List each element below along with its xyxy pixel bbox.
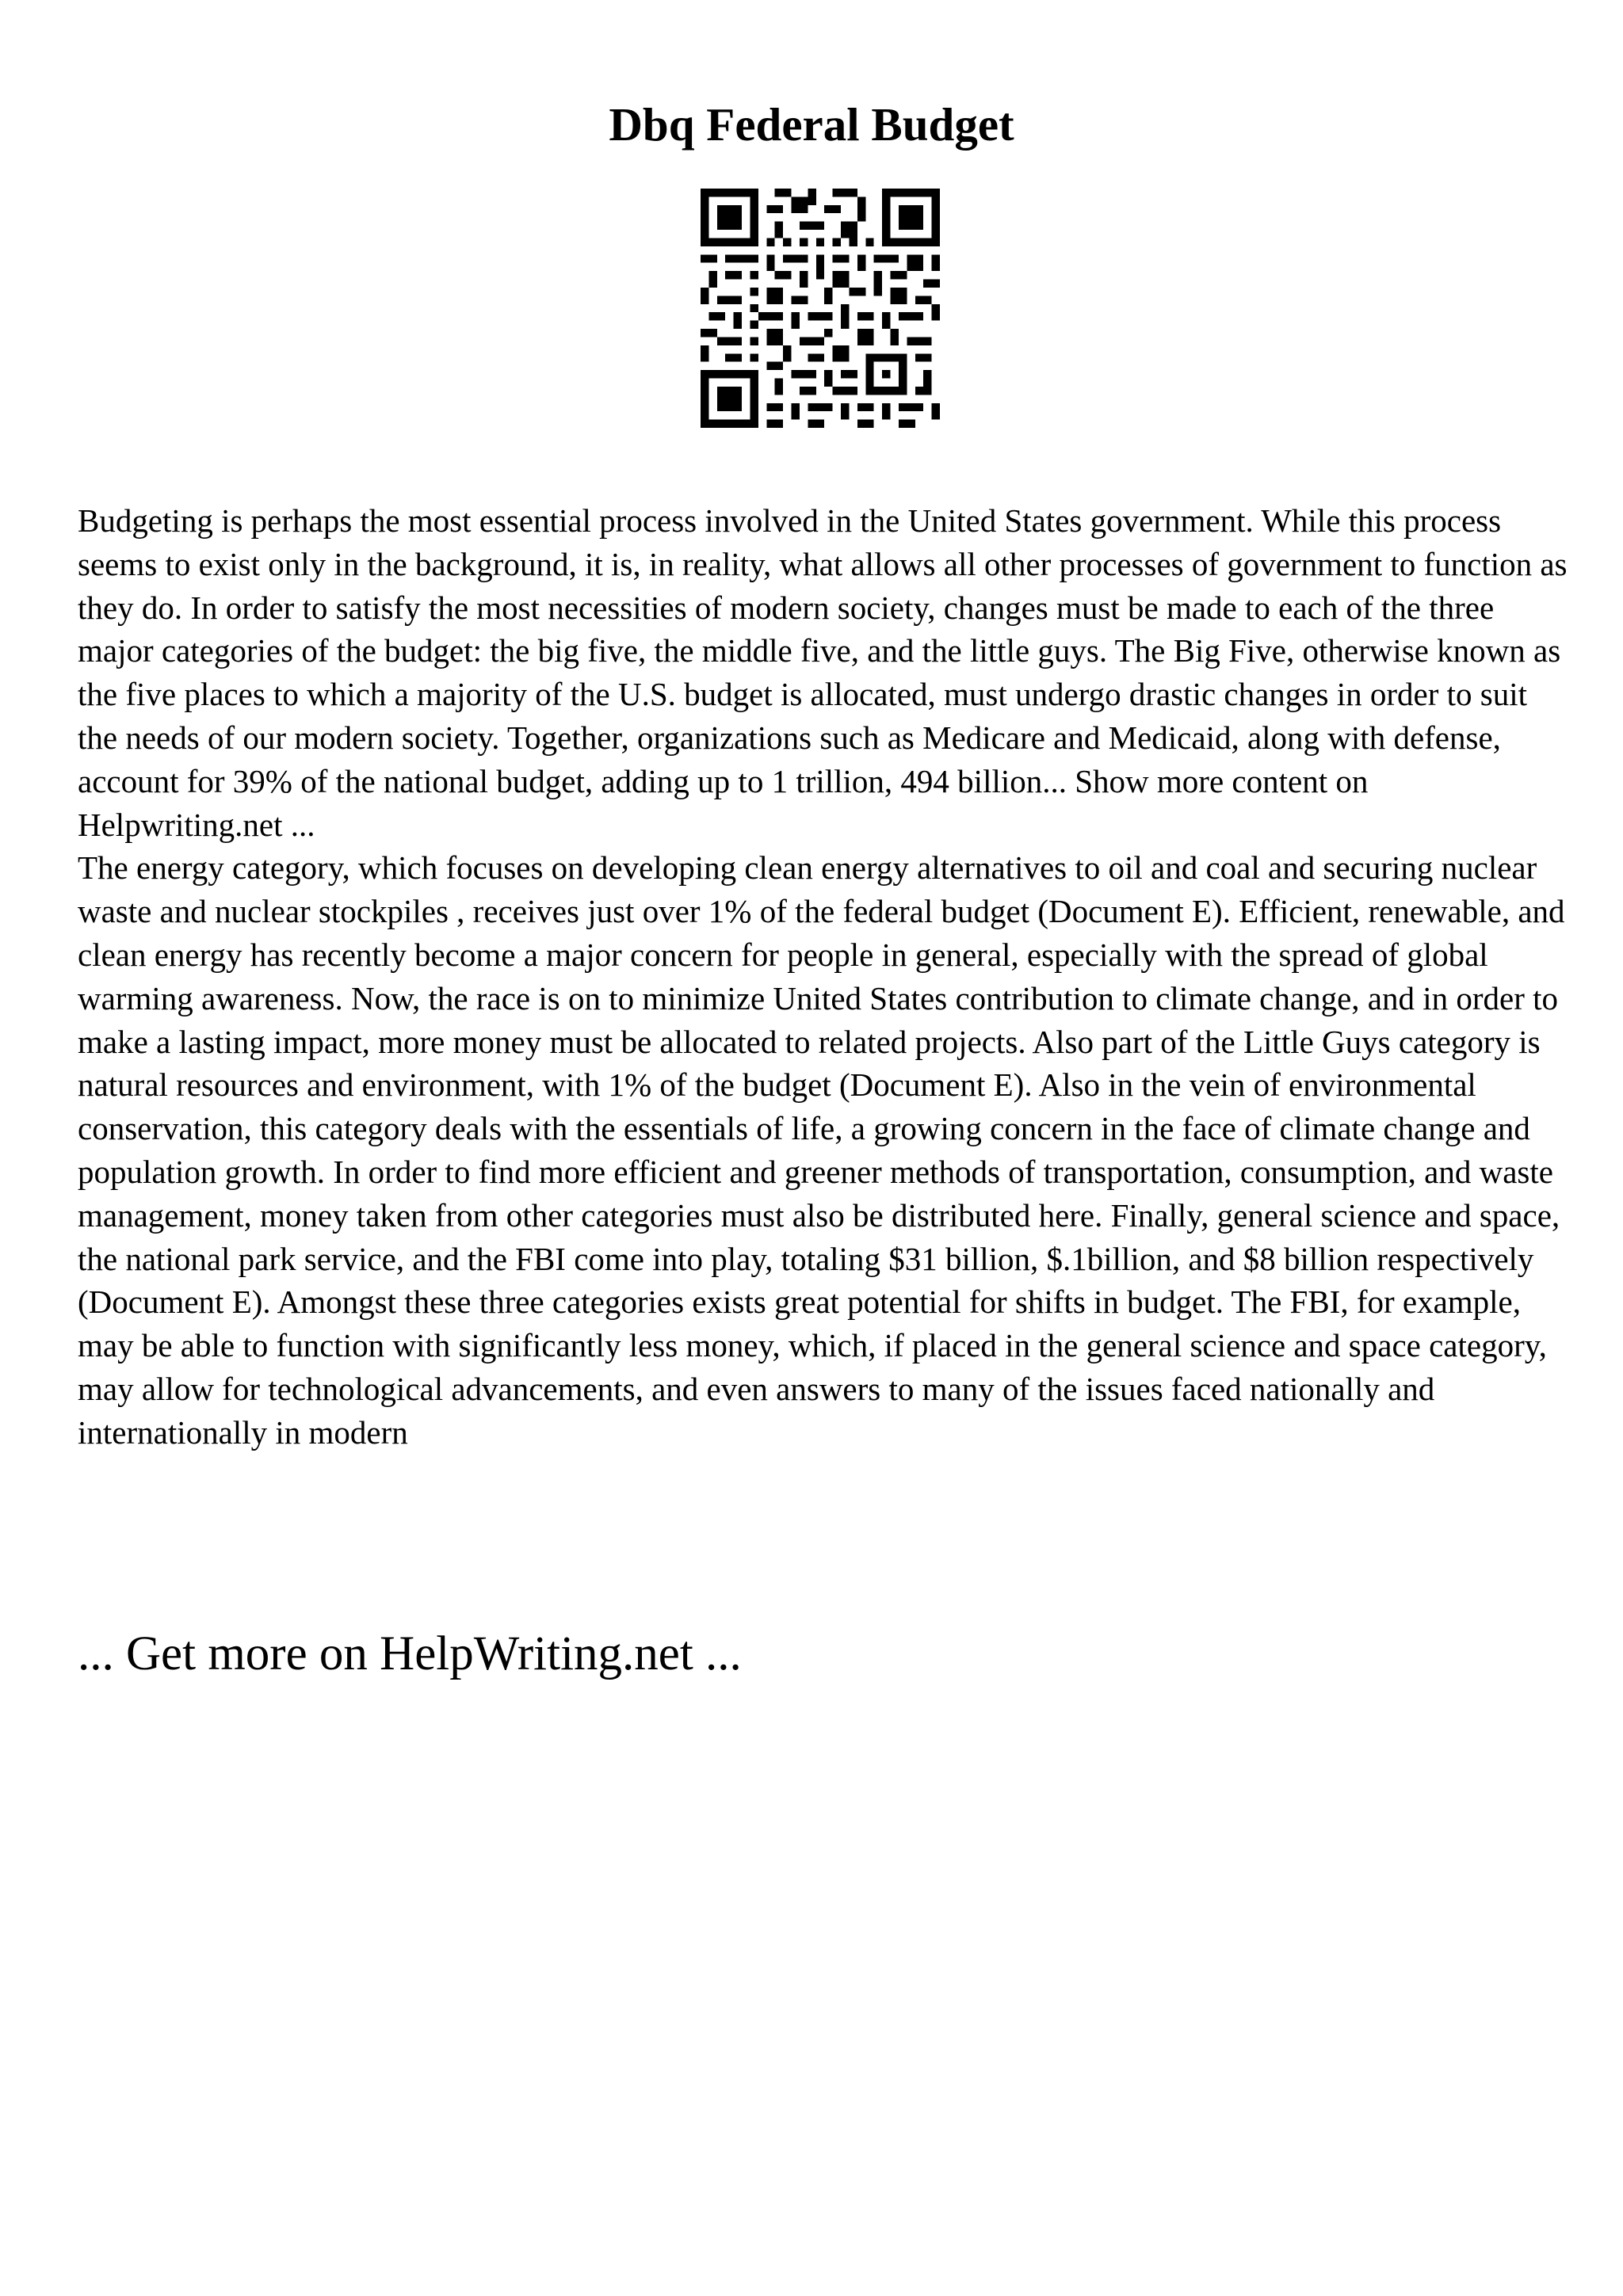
qr-code-icon	[701, 189, 940, 428]
paragraph-1: Budgeting is perhaps the most essential process involved in the United States government. While this process seems to exist only in the background, it is, in reality, what allows all other processes of government to function as they do. In order to satisfy the most necessities of modern society, changes must be made to each of the three major categories of the budget: the big five, the middle five, and the little guys. The Big Five, otherwise known as the five places to which a majority of the U.S. budget is allocated, must undergo drastic changes in order to suit the needs of our modern society. Together, organizations such as Medicare and Medicaid, along with defense, account for 39% of the national budget, adding up to 1 trillion, 494 billion... Show more content on Helpwriting.net ...	[78, 502, 1568, 843]
paragraph-2: The energy category, which focuses on developing clean energy alternatives to oil and coal and securing nuclear waste and nuclear stockpiles , receives just over 1% of the federal budget (Document E). Efficient, renewable, and clean energy has recently become a major concern for people in general, especially with the spread of global warming awareness. Now, the race is on to minimize United States contribution to climate change, and in order to make a lasting impact, more money must be allocated to related projects. Also part of the Little Guys category is natural resources and environment, with 1% of the budget (Document E). Also in the vein of environmental conservation, this category deals with the essentials of life, a growing concern in the face of climate change and population growth. In order to find more efficient and greener methods of transportation, consumption, and waste management, money taken from other categories must also be distributed here. Finally, general science and space, the national park service, and the FBI come into play, totaling $31 billion, $.1billion, and $8 billion respectively (Document E). Amongst these three categories exists great potential for shifts in budget. The FBI, for example, may be able to function with significantly less money, which, if placed in the general science and space category, may allow for technological advancements, and even answers to many of the issues faced nationally and internationally in modern	[78, 849, 1565, 1451]
document-title: Dbq Federal Budget	[609, 98, 1014, 151]
get-more-link[interactable]: ... Get more on HelpWriting.net ...	[78, 1627, 742, 1680]
document-body	[78, 499, 1568, 1455]
